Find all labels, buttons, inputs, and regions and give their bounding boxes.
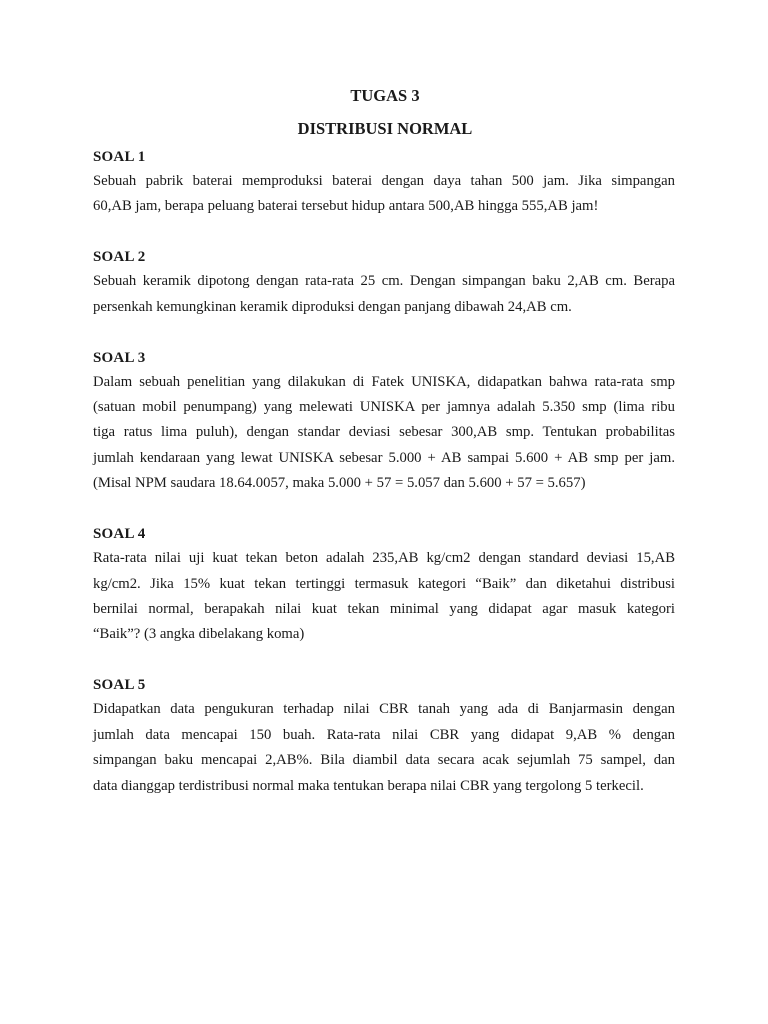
body-line: (satuan mobil penumpang) yang melewati UNISKA per jamnya adalah 5.350 smp (lima ribu (93, 399, 675, 416)
body-line: tiga ratus lima puluh), dengan standar deviasi sebesar 300,AB smp. Tentukan probabilitas (93, 424, 675, 441)
document-title: TUGAS 3 (350, 86, 420, 105)
body-line: Rata-rata nilai uji kuat tekan beton adalah 235,AB kg/cm2 dengan standard deviasi 15,AB (93, 550, 675, 567)
body-line: Sebuah keramik dipotong dengan rata-rata 25 cm. Dengan simpangan baku 2,AB cm. Berapa (93, 273, 675, 290)
section-soal-4 (93, 522, 675, 648)
body-line: jumlah data mencapai 150 buah. Rata-rata nilai CBR yang didapat 9,AB % dengan (93, 726, 675, 743)
section-soal-1 (93, 145, 675, 220)
body-line: Didapatkan data pengukuran terhadap nilai CBR tanah yang ada di Banjarmasin dengan (93, 701, 675, 718)
section-body (93, 697, 675, 799)
body-line: Dalam sebuah penelitian yang dilakukan di Fatek UNISKA, didapatkan bahwa rata-rata smp (93, 373, 675, 390)
body-line: “Baik”? (3 angka dibelakang koma) (93, 626, 305, 643)
section-heading: SOAL 2 (93, 249, 146, 266)
section-body (93, 546, 675, 648)
body-line: bernilai normal, berapakah nilai kuat tekan minimal yang didapat agar masuk kategori (93, 600, 675, 617)
section-body (93, 269, 675, 320)
body-line: data dianggap terdistribusi normal maka tentukan berapa nilai CBR yang tergolong 5 terkecil. (93, 777, 644, 794)
body-line: Sebuah pabrik baterai memproduksi baterai dengan daya tahan 500 jam. Jika simpangan (93, 173, 675, 189)
section-body (93, 169, 675, 220)
section-heading: SOAL 4 (93, 526, 146, 543)
document-page (93, 84, 675, 824)
section-heading: SOAL 5 (93, 677, 146, 694)
body-line: 60,AB jam, berapa peluang baterai tersebut hidup antara 500,AB hingga 555,AB jam! (93, 198, 599, 215)
body-line: persenkah kemungkinan keramik diproduksi dengan panjang dibawah 24,AB cm. (93, 298, 572, 315)
body-line: simpangan baku mencapai 2,AB%. Bila diambil data secara acak sejumlah 75 sampel, dan (93, 752, 675, 769)
document-subtitle: DISTRIBUSI NORMAL (297, 119, 473, 138)
section-soal-3 (93, 346, 675, 497)
section-heading: SOAL 1 (93, 149, 146, 165)
section-soal-5 (93, 673, 675, 799)
section-body (93, 370, 675, 497)
body-line: jumlah kendaraan yang lewat UNISKA sebesar 5.000 + AB sampai 5.600 + AB smp per jam. (93, 449, 675, 466)
body-line: kg/cm2. Jika 15% kuat tekan tertinggi termasuk kategori “Baik” dan diketahui distribusi (93, 575, 675, 592)
section-heading: SOAL 3 (93, 349, 146, 366)
section-soal-2 (93, 245, 675, 320)
body-line: (Misal NPM saudara 18.64.0057, maka 5.000 + 57 = 5.057 dan 5.600 + 57 = 5.657) (93, 475, 586, 492)
